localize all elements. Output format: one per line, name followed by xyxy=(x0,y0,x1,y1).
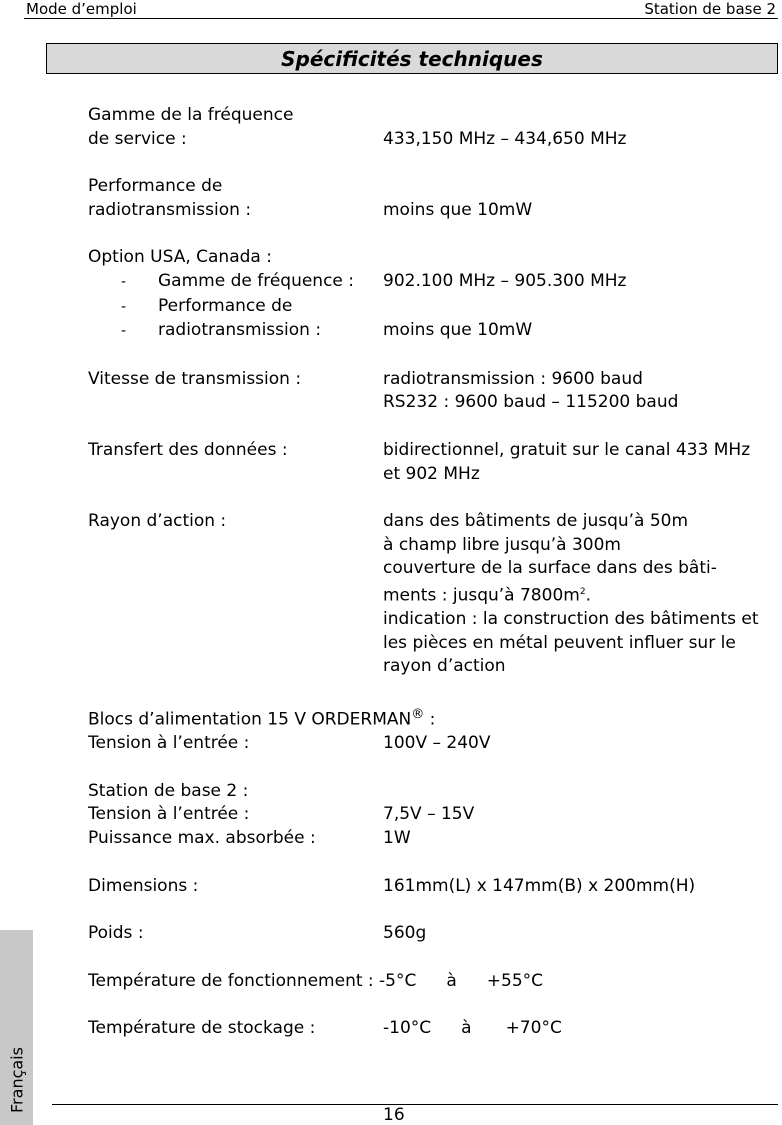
spec-value: et 902 MHz xyxy=(383,463,480,484)
spec-label: Performance de xyxy=(158,295,293,316)
spec-value: -10°C xyxy=(383,1018,432,1039)
spec-value: radiotransmission : 9600 baud xyxy=(383,368,643,389)
header-divider xyxy=(24,18,778,19)
language-tab xyxy=(0,930,33,1125)
spec-value: moins que 10mW xyxy=(383,199,533,220)
spec-row-operating-temp xyxy=(88,970,782,994)
spec-value: 161mm(L) x 147mm(B) x 200mm(H) xyxy=(383,875,696,896)
spec-row-range-7 xyxy=(88,655,782,679)
spec-label: Blocs d’alimentation 15 V ORDERMAN® : xyxy=(88,706,436,730)
spec-value: à xyxy=(446,970,457,991)
spec-label: Dimensions : xyxy=(88,875,199,896)
spec-label: radiotransmission : xyxy=(158,320,322,341)
spec-label: Gamme de la fréquence xyxy=(88,105,294,125)
spec-value: RS232 : 9600 baud – 115200 baud xyxy=(383,392,679,413)
spec-row-storage-temp xyxy=(88,1017,782,1041)
spec-label: Option USA, Canada : xyxy=(88,247,272,268)
spec-value: couverture de la surface dans des bâti- xyxy=(383,558,717,579)
spec-row-speed-2 xyxy=(88,391,782,415)
spec-label: Station de base 2 : xyxy=(88,780,249,801)
registered-mark: ® xyxy=(411,706,425,722)
spec-value: +70°C xyxy=(505,1018,562,1039)
spec-row-weight xyxy=(88,922,782,946)
spec-value: ments : jusqu’à 7800m xyxy=(383,585,580,606)
spec-value: 433,150 MHz – 434,650 MHz xyxy=(383,128,627,149)
spec-value: 100V – 240V xyxy=(383,733,491,754)
spec-row-frequency-1 xyxy=(88,104,782,128)
spec-label: de service : xyxy=(88,128,187,149)
page-number: 16 xyxy=(383,1105,405,1125)
spec-row-transfer-1 xyxy=(88,439,782,463)
spec-row-performance-2 xyxy=(88,199,782,223)
list-bullet: - xyxy=(121,298,127,315)
spec-label: Vitesse de transmission : xyxy=(88,368,302,389)
spec-row-range-5 xyxy=(88,608,782,632)
spec-row-frequency-2 xyxy=(88,128,782,152)
spec-row-psu-voltage xyxy=(88,732,782,756)
spec-row-speed-1 xyxy=(88,368,782,392)
spec-row-performance-1 xyxy=(88,175,782,199)
spec-value: indication : la construction des bâtiments et xyxy=(383,609,759,630)
spec-row-dimensions xyxy=(88,875,782,899)
spec-row-range-4 xyxy=(88,581,782,608)
spec-row-usa-performance-1 xyxy=(88,295,782,320)
spec-value: bidirectionnel, gratuit sur le canal 433 MHz xyxy=(383,439,751,460)
section-title-box xyxy=(46,43,778,74)
spec-row-usa-frequency xyxy=(88,270,782,295)
superscript: 2 xyxy=(579,586,586,597)
spec-value: 7,5V – 15V xyxy=(383,804,475,825)
spec-label: Puissance max. absorbée : xyxy=(88,827,316,848)
list-bullet: - xyxy=(121,273,127,290)
spec-label: Gamme de fréquence : xyxy=(158,270,355,291)
spec-label: Tension à l’entrée : xyxy=(88,804,250,825)
language-tab-label: Français xyxy=(7,1047,27,1113)
spec-label: Tension à l’entrée : xyxy=(88,733,250,754)
spec-value: moins que 10mW xyxy=(383,320,533,341)
header-doc-title: Mode d’emploi xyxy=(26,0,137,18)
spec-row-usa-performance-2 xyxy=(88,319,782,344)
spec-label: Performance de xyxy=(88,176,223,197)
punctuation: . xyxy=(585,585,591,606)
spec-row-psu xyxy=(88,703,782,732)
spec-row-range-6 xyxy=(88,632,782,656)
spec-label: Transfert des données : xyxy=(88,439,288,460)
spec-label: Poids : xyxy=(88,923,144,944)
spec-label: Rayon d’action : xyxy=(88,511,227,532)
spec-row-usa-option xyxy=(88,246,782,270)
spec-row-station-voltage xyxy=(88,803,782,827)
footer-divider xyxy=(52,1104,778,1105)
spec-value: 902.100 MHz – 905.300 MHz xyxy=(383,270,627,291)
spec-value: les pièces en métal peuvent influer sur le xyxy=(383,632,736,653)
spec-row-station xyxy=(88,780,782,804)
spec-label: Température de stockage : xyxy=(88,1018,316,1039)
header-product-name: Station de base 2 xyxy=(644,0,776,18)
spec-value: rayon d’action xyxy=(383,656,506,677)
spec-value: dans des bâtiments de jusqu’à 50m xyxy=(383,511,689,532)
section-title: Spécificités techniques xyxy=(281,46,543,71)
spec-row-transfer-2 xyxy=(88,463,782,487)
spec-label: radiotransmission : xyxy=(88,199,252,220)
spec-label: Température de fonctionnement : -5°C xyxy=(88,970,417,991)
spec-row-range-1 xyxy=(88,510,782,534)
spec-value: 1W xyxy=(383,827,411,848)
spec-value: 560g xyxy=(383,923,427,944)
list-bullet: - xyxy=(121,323,127,340)
spec-value: à xyxy=(461,1018,472,1039)
spec-row-range-3 xyxy=(88,557,782,581)
spec-value: à champ libre jusqu’à 300m xyxy=(383,534,621,555)
specs-list xyxy=(88,104,782,1041)
spec-value: +55°C xyxy=(486,970,544,991)
spec-row-station-power xyxy=(88,827,782,851)
spec-row-range-2 xyxy=(88,534,782,558)
